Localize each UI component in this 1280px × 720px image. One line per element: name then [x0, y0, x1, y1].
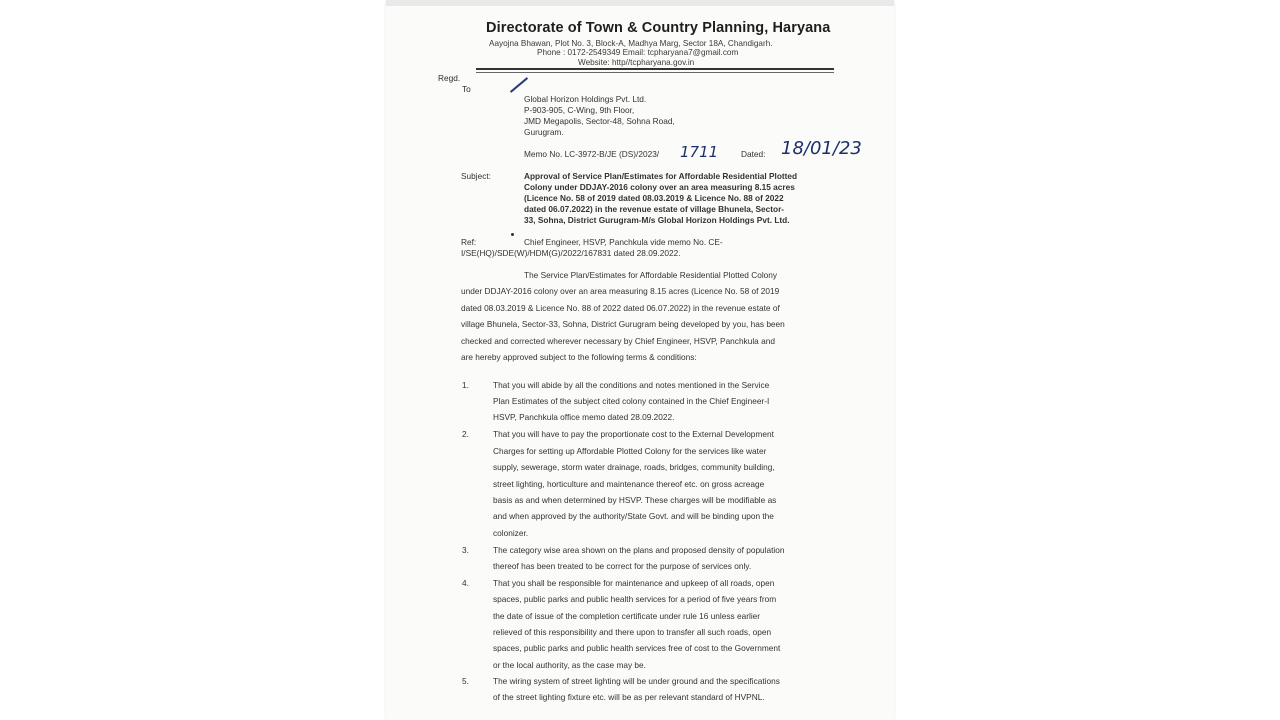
document-page: [386, 0, 894, 720]
header-rule: [476, 68, 834, 70]
dated-label: Dated:: [741, 149, 766, 159]
condition-number: 3.: [462, 545, 469, 555]
letterhead-website: Website: http//tcpharyana.gov.in: [578, 58, 695, 67]
ref-label: Ref:: [461, 237, 477, 247]
body-line: dated 08.03.2019 & Licence No. 88 of 2022 dated 06.07.2022) in the revenue estate of: [461, 303, 780, 313]
condition-line: The wiring system of street lighting will be under ground and the specifications: [493, 676, 780, 686]
condition-line: spaces, public parks and public health services free of cost to the Government: [493, 643, 781, 653]
condition-line: relieved of this responsibility and there upon to transfer all such roads, open: [493, 627, 772, 637]
subject-line: 33, Sohna, District Gurugram-M/s Global Horizon Holdings Pvt. Ltd.: [524, 215, 790, 225]
subject-line: Colony under DDJAY-2016 colony over an area measuring 8.15 acres: [524, 182, 795, 192]
condition-line: of the street lighting fixture etc. will be as per relevant standard of HVPNL.: [493, 692, 765, 702]
condition-number: 1.: [462, 380, 469, 390]
recipient-line: Gurugram.: [524, 127, 564, 137]
condition-number: 2.: [462, 429, 469, 439]
ref-line: Chief Engineer, HSVP, Panchkula vide memo No. CE-: [524, 237, 723, 247]
condition-number: 4.: [462, 578, 469, 588]
handwritten-tick: [510, 77, 528, 93]
body-line: checked and corrected wherever necessary by Chief Engineer, HSVP, Panchkula and: [461, 336, 775, 346]
subject-line: dated 06.07.2022) in the revenue estate of village Bhunela, Sector-: [524, 204, 785, 214]
letterhead-title: Directorate of Town & Country Planning, Haryana: [486, 20, 831, 36]
condition-line: and when approved by the authority/State Govt. and will be binding upon the: [493, 511, 774, 521]
body-line: are hereby approved subject to the following terms & conditions:: [461, 352, 697, 362]
condition-line: That you shall be responsible for maintenance and upkeep of all roads, open: [493, 578, 775, 588]
date-handwritten: 18/01/23: [781, 138, 862, 159]
condition-line: That you will abide by all the conditions and notes mentioned in the Service: [493, 380, 770, 390]
condition-line: spaces, public parks and public health services for a period of five years from: [493, 594, 777, 604]
memo-number-handwritten: 1711: [680, 143, 719, 161]
condition-line: The category wise area shown on the plans and proposed density of population: [493, 545, 785, 555]
viewer-background-left: [0, 0, 386, 720]
condition-line: street lighting, horticulture and maintenance thereof etc. on gross acreage: [493, 479, 765, 489]
letterhead-contact: Phone : 0172-2549349 Email: tcpharyana7@gmail.com: [537, 48, 739, 57]
subject-label: Subject:: [461, 171, 491, 181]
scan-mark: [511, 233, 514, 236]
body-line: under DDJAY-2016 colony over an area measuring 8.15 acres (Licence No. 58 of 2019: [461, 286, 780, 296]
letterhead-address: Aayojna Bhawan, Plot No. 3, Block-A, Madhya Marg, Sector 18A, Chandigarh.: [489, 39, 773, 48]
condition-line: Charges for setting up Affordable Plotted Colony for the services like water: [493, 446, 767, 456]
condition-line: supply, sewerage, storm water drainage, roads, bridges, community building,: [493, 462, 775, 472]
condition-line: basis as and when determined by HSVP. These charges will be modifiable as: [493, 495, 777, 505]
regd-label: Regd.: [438, 73, 461, 83]
subject-line: Approval of Service Plan/Estimates for Affordable Residential Plotted: [524, 171, 798, 181]
scan-edge: [386, 0, 894, 6]
condition-line: thereof has been treated to be correct for the purpose of services only.: [493, 561, 752, 571]
condition-line: the date of issue of the completion certificate under rule 16 unless earlier: [493, 611, 761, 621]
recipient-line: JMD Megapolis, Sector-48, Sohna Road,: [524, 116, 675, 126]
body-line: The Service Plan/Estimates for Affordable Residential Plotted Colony: [524, 270, 778, 280]
body-line: village Bhunela, Sector-33, Sohna, District Gurugram being developed by you, has been: [461, 319, 785, 329]
condition-number: 5.: [462, 676, 469, 686]
condition-line: That you will have to pay the proportionate cost to the External Development: [493, 429, 774, 439]
recipient-line: P-903-905, C-Wing, 9th Floor,: [524, 105, 635, 115]
condition-line: or the local authority, as the case may be.: [493, 660, 646, 670]
recipient-line: Global Horizon Holdings Pvt. Ltd.: [524, 94, 647, 104]
condition-line: HSVP, Panchkula office memo dated 28.09.2022.: [493, 412, 675, 422]
condition-line: Plan Estimates of the subject cited colony contained in the Chief Engineer-I: [493, 396, 770, 406]
to-label: To: [462, 84, 471, 94]
subject-line: (Licence No. 58 of 2019 dated 08.03.2019 & Licence No. 88 of 2022: [524, 193, 784, 203]
memo-number-label: Memo No. LC-3972-B/JE (DS)/2023/: [524, 149, 660, 159]
viewer-background-right: [894, 0, 1280, 720]
header-rule-thin: [476, 72, 834, 73]
condition-line: colonizer.: [493, 528, 529, 538]
ref-line: I/SE(HQ)/SDE(W)/HDM(G)/2022/167831 dated 28.09.2022.: [461, 248, 681, 258]
